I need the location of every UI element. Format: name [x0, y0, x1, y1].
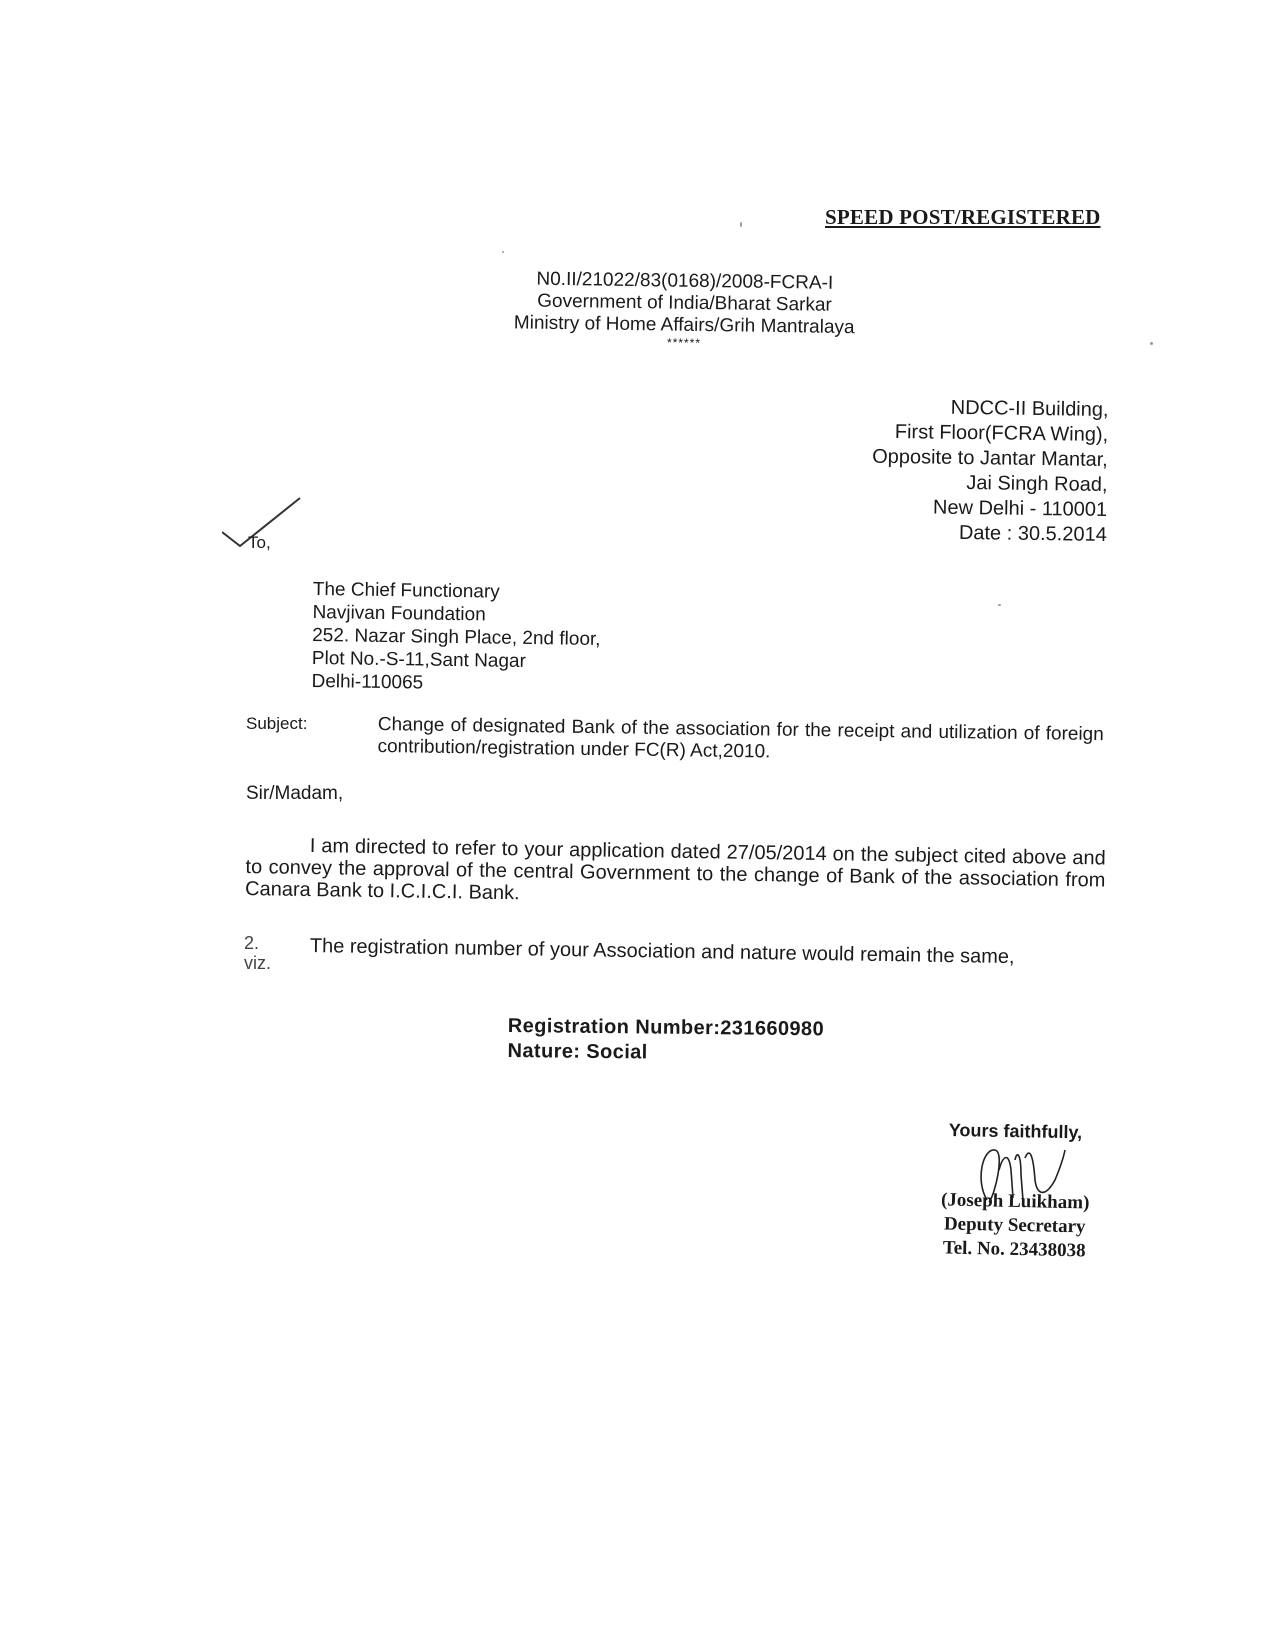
paragraph-2-number	[244, 933, 271, 973]
address-line: Opposite to Jantar Mantar,	[872, 445, 1109, 471]
tick-mark-icon	[222, 490, 322, 560]
scan-speck	[502, 251, 504, 253]
signatory-name: (Joseph Luikham)	[940, 1189, 1090, 1214]
recipient-line: Plot No.-S-11,Sant Nagar	[311, 647, 527, 672]
reference-block	[489, 268, 880, 351]
paragraph-number: 2.	[244, 933, 260, 953]
signatory-designation: Deputy Secretary	[943, 1213, 1086, 1238]
recipient-address	[311, 578, 601, 697]
salutation: Sir/Madam,	[246, 783, 344, 804]
recipient-line: Navjivan Foundation	[312, 601, 486, 626]
recipient-line: The Chief Functionary	[312, 578, 500, 603]
separator-stars: ******	[666, 335, 702, 350]
subject-text: Change of designated Bank of the association for the receipt and utilization of foreign contribution/registration under FC(R) Act,2010.	[377, 714, 1104, 763]
recipient-line: Delhi-110065	[311, 670, 424, 694]
to-label: To,	[248, 533, 271, 552]
scan-speck	[1150, 342, 1153, 345]
registration-details	[507, 1014, 824, 1067]
scan-speck	[998, 604, 1001, 606]
recipient-line: 252. Nazar Singh Place, 2nd floor,	[312, 624, 601, 651]
address-line: NDCC-II Building,	[950, 396, 1109, 421]
valediction: Yours faithfully,	[948, 1120, 1083, 1143]
delivery-mode-heading: SPEED POST/REGISTERED	[825, 205, 1101, 229]
address-line: New Delhi - 110001	[933, 496, 1108, 521]
registration-nature: Nature: Social	[507, 1039, 648, 1064]
letter-date: Date : 30.5.2014	[959, 521, 1108, 546]
body-paragraph-2: The registration number of your Association and nature would remain the same,	[309, 935, 1015, 969]
address-line: First Floor(FCRA Wing),	[895, 421, 1109, 446]
body-paragraph-1: I am directed to refer to your application dated 27/05/2014 on the subject cited above and to convey the approval of the central Government to the change of Bank of the association from Canara Bank to I.C.I.C.I. Bank.	[244, 835, 1106, 905]
government-name: Government of India/Bharat Sarkar	[537, 290, 832, 316]
sender-address	[871, 395, 1109, 548]
signatory-phone: Tel. No. 23438038	[942, 1237, 1086, 1262]
scan-speck	[740, 222, 742, 227]
paragraph-viz: viz.	[244, 953, 271, 973]
file-number: N0.II/21022/83(0168)/2008-FCRA-I	[536, 268, 834, 294]
registration-number: Registration Number:231660980	[507, 1014, 825, 1041]
address-line: Jai Singh Road,	[966, 472, 1108, 496]
subject-label: Subject:	[246, 714, 308, 733]
signatory-block	[921, 1188, 1107, 1264]
ministry-name: Ministry of Home Affairs/Grih Mantralaya	[513, 312, 855, 339]
